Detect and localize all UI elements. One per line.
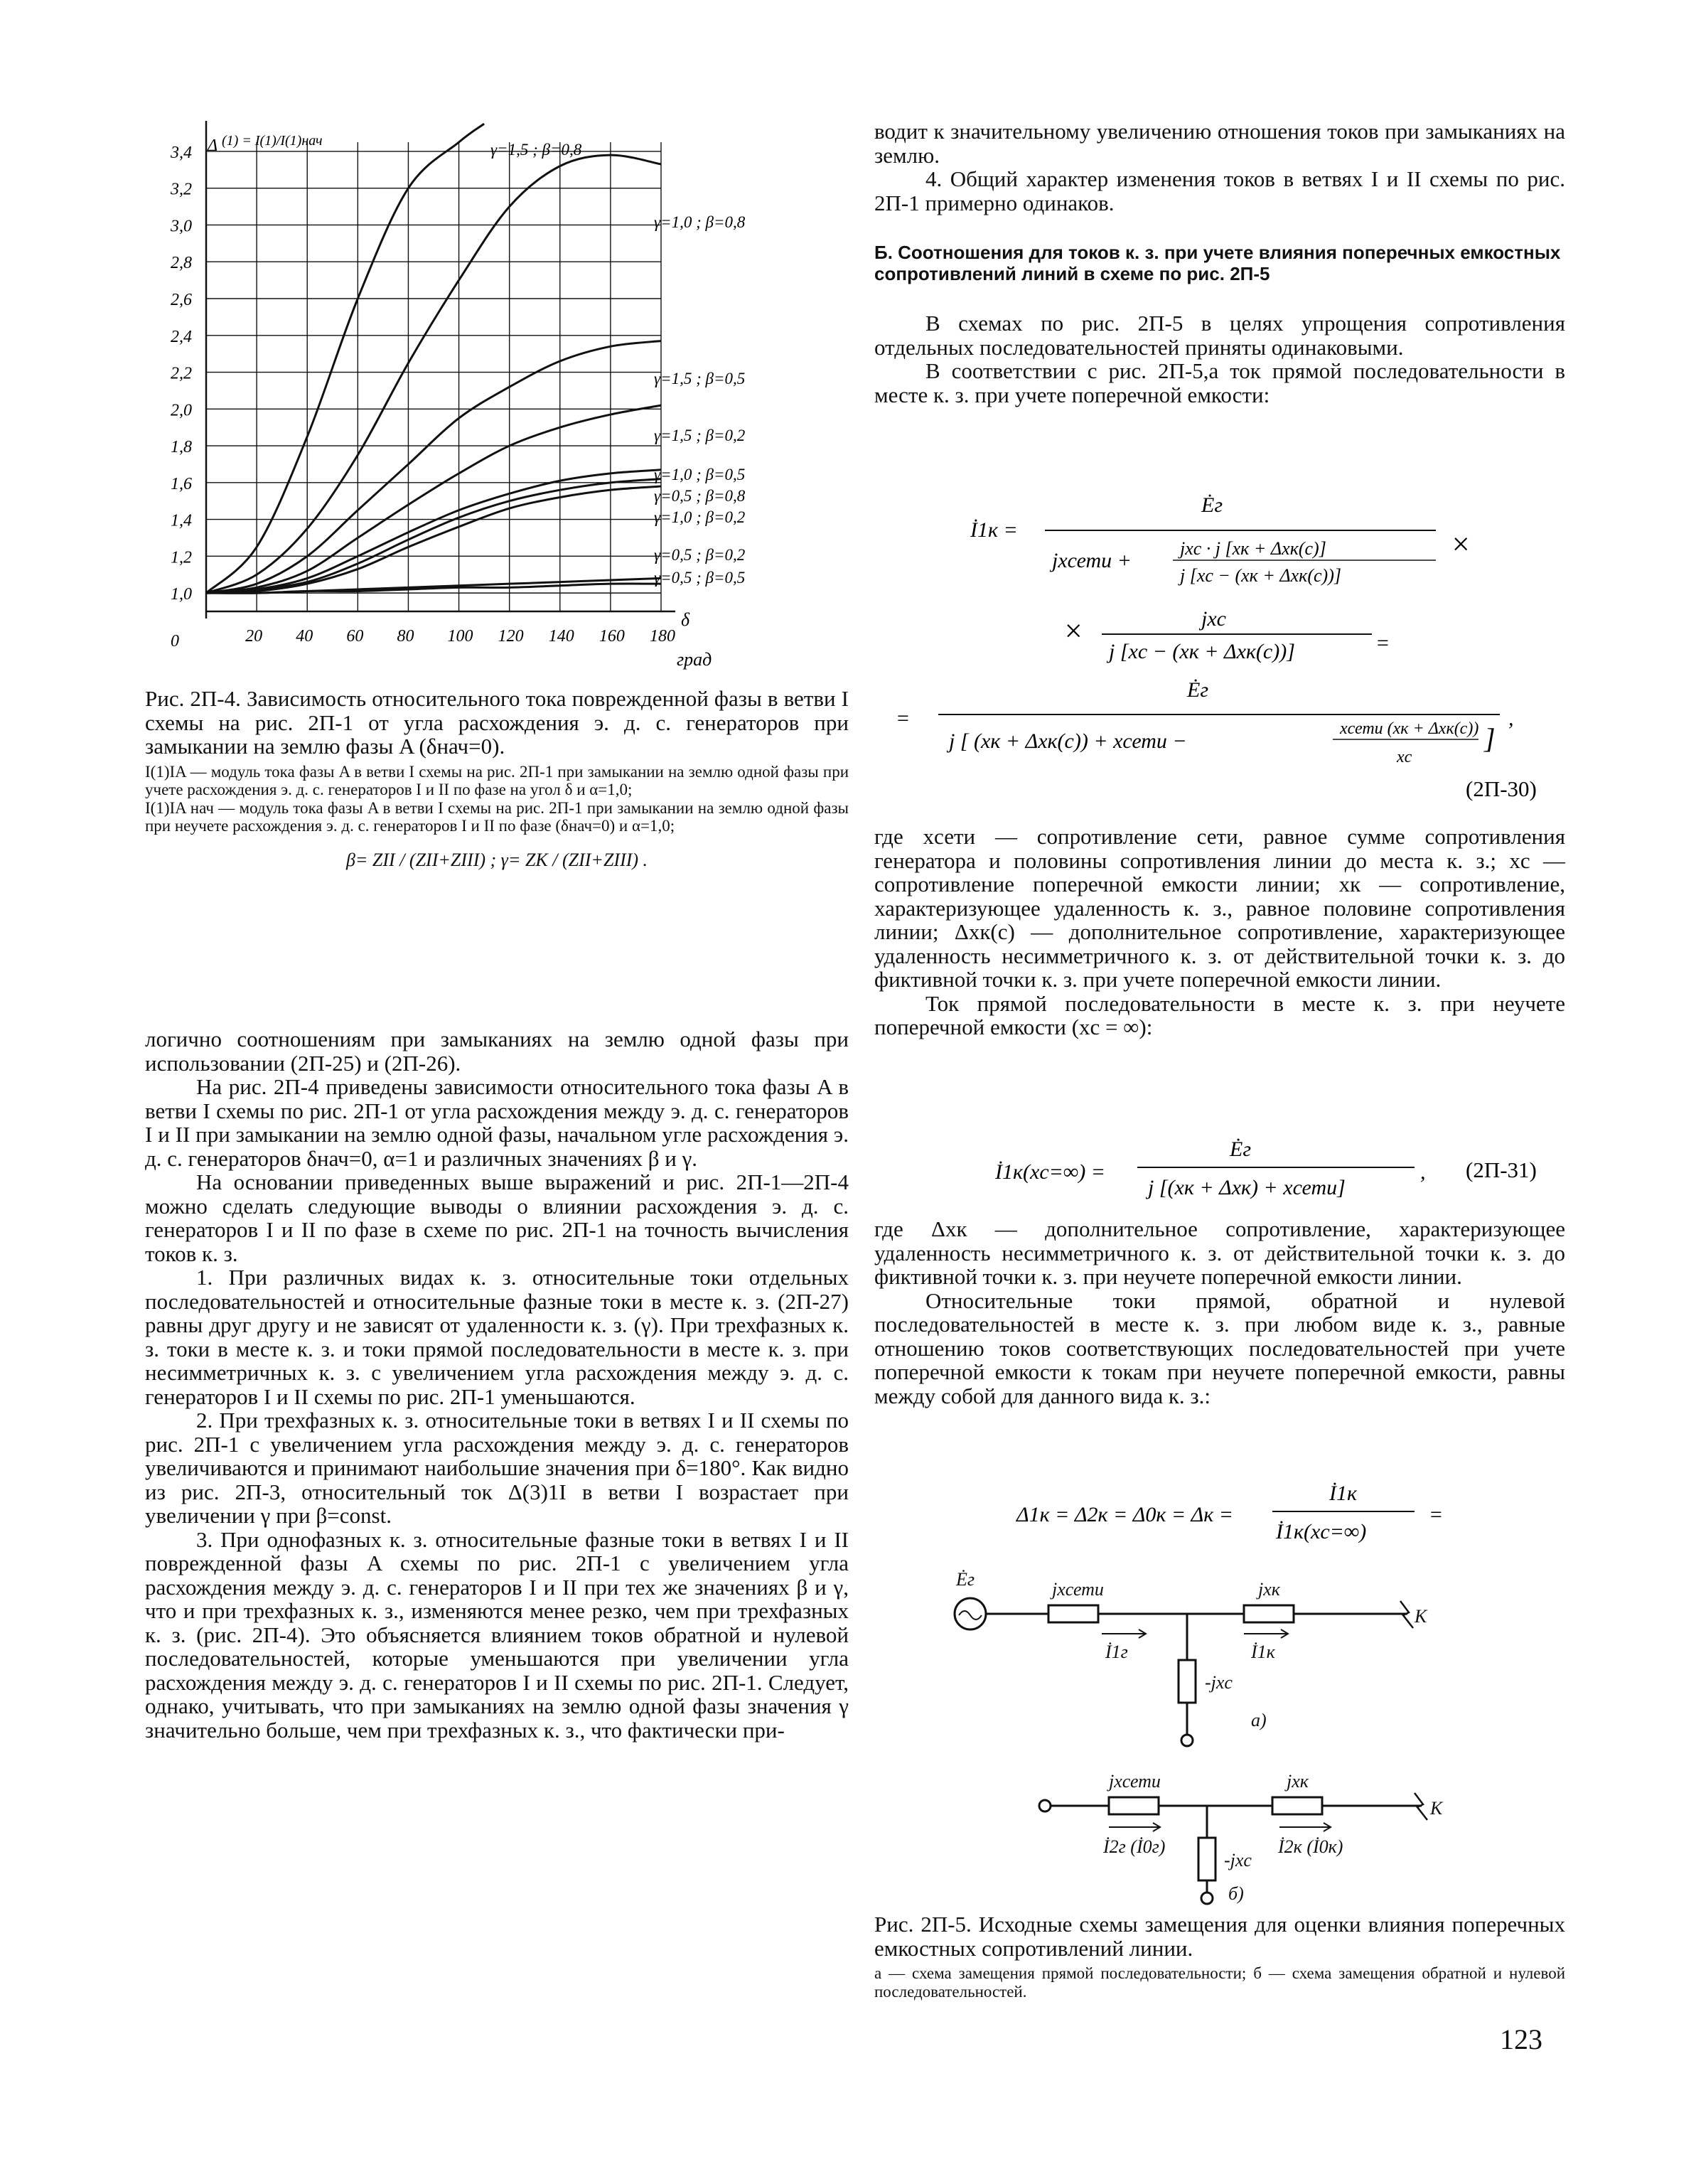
equation-delta	[874, 1472, 1571, 1557]
eq30-res-den-a: j [ (xк + Δxк(с)) + xсети −	[949, 729, 1187, 753]
series-legend-label: γ=0,5 ; β=0,8	[654, 487, 746, 505]
eq30-mult-num: jxс	[1201, 607, 1226, 631]
label-i2k: İ2к (İ0к)	[1278, 1836, 1343, 1857]
left-para-2: На основании приведенных выше выражений и рис. 2П-1—2П-4 можно сделать следующие выводы о влиянии расхождения э. д. с. генераторов I и II по фазе в схеме по рис. 2П-1 на точность вычисления токов к. з.	[145, 1169, 849, 1266]
page-number: 123	[1500, 2023, 1542, 2055]
y-tick-label: 2,0	[171, 401, 192, 420]
series-legend-label: γ=1,5 ; β=0,5	[654, 370, 746, 387]
label-b: б)	[1228, 1883, 1244, 1904]
y-tick-label: 1,0	[171, 585, 192, 604]
y-tick-label: 1,8	[171, 438, 192, 457]
eq30-lhs: İ1к =	[970, 518, 1018, 542]
resistor-jx-k-b	[1272, 1797, 1322, 1814]
left-para-1: На рис. 2П-4 приведены зависимости относительного тока фазы A в ветви I схемы по рис. 2П-1 от угла расхождения между э. д. с. генераторов I и II при замыкании на землю одной фазы, начальном угле расхождения э. д. с. генераторов δнач=0, α=1 и различных значениях β и γ.	[145, 1074, 849, 1171]
label-a: а)	[1251, 1710, 1267, 1730]
eq-delta-lhs: Δ1к = Δ2к = Δ0к = Δк =	[1016, 1503, 1234, 1526]
series-line	[206, 341, 661, 594]
section-heading: Б. Соотношения для токов к. з. при учете влияния поперечных емкостных сопротивлений линий в схеме по рис. 2П-5	[874, 242, 1561, 284]
x-tick-label: 120	[498, 627, 524, 646]
eq31-comma: ,	[1420, 1160, 1426, 1184]
fig5-caption-block	[874, 1912, 1565, 2001]
relative-current-chart	[171, 114, 761, 675]
label-i2g: İ2г (İ0г)	[1103, 1836, 1166, 1857]
circuit-diagrams	[874, 1564, 1571, 1905]
x-tick-label: 40	[296, 627, 313, 646]
eq30-res-frac-den: xс	[1397, 748, 1412, 766]
fig4-note2: I(1)IA нач — модуль тока фазы A в ветви I схемы на рис. 2П-1 при замыкании на землю одной фазы при неучете расхождения э. д. с. генераторов I и II по фазе (δнач=0) и α=1,0;	[145, 798, 849, 835]
left-para-3: 1. При различных видах к. з. относительные токи отдельных последовательностей и относительные фазные токи в месте к. з. (2П-27) равны друг другу и не зависят от удаленности к. з. (γ). При трехфазных к. з. токи в месте к. з. и токи прямой последовательности в месте к. з. при несимметричных к. з. с увеличением угла расхождения между э. д. с. генераторов I и II схемы по рис. 2П-1 уменьшаются.	[145, 1265, 849, 1409]
label-jxc-b: -jxс	[1224, 1850, 1252, 1870]
label-k-a: К	[1415, 1606, 1427, 1627]
left-para-5: 3. При однофазных к. з. относительные фазные токи в ветвях I и II поврежденной фазы A схемы по рис. 2П-1 с увеличением угла расхождения между э. д. с. генераторов I и II при тех же значениях β и γ, что и при трехфазных к. з., изменяются менее резко, чем при трехфазных к. з. (рис. 2П-4). Это объясняется влиянием токов обратной и нулевой последовательностей, которые уменьшаются при увеличении угла расхождения между э. д. с. генераторов I и II схемы по рис. 2П-1. Следует, однако, учитывать, что при замыканиях на землю одной фазы значения γ значительно больше, чем при трехфазных к. з., что фактически при-	[145, 1526, 849, 1743]
fig5-caption: Рис. 2П-5. Исходные схемы замещения для оценки влияния поперечных емкостных сопротивлений линии.	[874, 1912, 1565, 1961]
y-tick-label: 2,6	[171, 291, 192, 309]
eq30-times2: ×	[1063, 614, 1084, 648]
resistor-jxc-a	[1179, 1660, 1196, 1703]
x-axis-unit: град	[677, 649, 712, 670]
label-jx-seti-b: jxсети	[1109, 1771, 1161, 1792]
x-tick-label: 180	[650, 627, 675, 646]
right-para-c1: Относительные токи прямой, обратной и нулевой последовательностей в месте к. з. при любом виде к. з., равные отношению токов соответствующих последовательностей при учете поперечной емкости к токам при неучете поперечной емкости, равны между собой для данного вида к. з.:	[874, 1288, 1565, 1408]
eq31-den: j [(xк + Δxк) + xсети]	[1148, 1176, 1346, 1199]
eq30-res-frac-num: xсети (xк + Δxк(с))	[1340, 719, 1479, 738]
fig4-note1: I(1)IA — модуль тока фазы A в ветви I схемы на рис. 2П-1 при замыкании на землю одной фазы при учете расхождения э. д. с. генераторов I и II по фазе на угол δ и α=1,0;	[145, 762, 849, 798]
eq-delta-den: İ1к(xс=∞)	[1276, 1520, 1367, 1543]
fig4-formula: β= ZII / (ZII+ZIII) ; γ= ZK / (ZII+ZIII) .	[345, 849, 648, 870]
x-tick-label: 160	[599, 627, 625, 646]
eq-delta-tail: =	[1429, 1503, 1444, 1526]
label-eg: Ėг	[956, 1569, 975, 1590]
resistor-jxc-b	[1198, 1838, 1215, 1880]
x-tick-label: 80	[397, 627, 414, 646]
equation-2p31	[874, 1130, 1571, 1209]
y-tick-label: 1,6	[171, 474, 192, 493]
right-para-b0: где xсети — сопротивление сети, равное сумме сопротивления генератора и половины сопротивления линии до места к. з.; xс — сопротивление поперечной емкости линии; xк — сопротивление, характеризующее удаленность к. з., равное половине сопротивления линии; Δxк(с) — дополнительное сопротивление, характеризующее удаленность несимметричного к. з. от действительной точки к. з. до фиктивной точки к. з. при учете поперечной емкости линии.	[874, 824, 1565, 992]
x-tick-label: 20	[245, 627, 263, 646]
x-tick-label: 100	[447, 627, 473, 646]
right-para-4: 4. Общий характер изменения токов в ветвях I и II схемы по рис. 2П-1 примерно одинаков.	[874, 166, 1565, 215]
right-column-mid	[874, 825, 1565, 1039]
eq30-res-end: ]	[1484, 722, 1496, 754]
series-line	[206, 405, 661, 593]
eq31-label: (2П-31)	[1466, 1157, 1537, 1182]
eq30-mult-den: j [xс − (xк + Δxк(с))]	[1109, 640, 1295, 663]
right-para-cont: водит к значительному увеличению отношения токов при замыканиях на землю.	[874, 119, 1565, 168]
resistor-jx-k-a	[1244, 1605, 1294, 1622]
eq30-label: (2П-30)	[1466, 776, 1537, 801]
eq30-num: Ėг	[1201, 493, 1223, 517]
y-tick-label: 3,0	[171, 217, 192, 236]
right-para-a0: В схемах по рис. 2П-5 в целях упрощения сопротивления отдельных последовательностей приняты одинаковыми.	[874, 311, 1565, 360]
eq30-den-a: jxсети +	[1052, 549, 1132, 572]
equation-2p30	[874, 483, 1571, 810]
y-tick-label: 0	[171, 632, 179, 651]
y-tick-label: 3,4	[171, 143, 192, 162]
eq30-eq1: =	[1375, 631, 1390, 655]
x-axis-symbol: δ	[681, 609, 690, 630]
eq31-num: Ėг	[1230, 1138, 1252, 1161]
label-jx-k-a: jxк	[1258, 1579, 1280, 1600]
eq30-times: ×	[1450, 527, 1471, 562]
series-legend-label: γ=1,0 ; β=0,2	[654, 508, 746, 526]
label-i1k: İ1к	[1251, 1642, 1275, 1662]
y-tick-label: 2,2	[171, 364, 192, 383]
y-tick-label: 3,2	[171, 180, 192, 199]
resistor-jx-seti-a	[1048, 1605, 1098, 1622]
eq-delta-num: İ1к	[1329, 1482, 1358, 1505]
left-para-4: 2. При трехфазных к. з. относительные токи в ветвях I и II схемы по рис. 2П-1 с увеличением угла расхождения между э. д. с. генераторов увеличиваются и принимают наибольшие значения при δ=180°. Как видно из рис. 2П-3, относительный ток Δ(3)1I в ветви I возрастает при увеличении γ при β=const.	[145, 1408, 849, 1528]
right-para-b1: Ток прямой последовательности в месте к. з. при неучете поперечной емкости (xс = ∞):	[874, 990, 1565, 1039]
fig4-caption: Рис. 2П-4. Зависимость относительного тока поврежденной фазы в ветви I схемы на рис. 2П-1 от угла расхождения э. д. с. генераторов при замыкании на землю фазы A (δнач=0).	[145, 686, 849, 759]
y-tick-label: 2,8	[171, 254, 192, 273]
series-legend-label: γ=1,0 ; β=0,8	[654, 213, 746, 231]
right-column-top	[874, 119, 1565, 407]
series-legend-label: γ=0,5 ; β=0,2	[654, 546, 746, 564]
right-column-low	[874, 1217, 1565, 1408]
label-k-b: К	[1430, 1798, 1443, 1819]
series-legend-label: γ=0,5 ; β=0,5	[654, 569, 746, 587]
series-legend-label: γ=1,5 ; β=0,8	[490, 141, 582, 159]
right-para-c0: где Δxк — дополнительное сопротивление, характеризующее удаленность несимметричного к. з. от действительной точки к. з. до фиктивной точки к. з. при неучете поперечной емкости линии.	[874, 1216, 1565, 1289]
label-i1g: İ1г	[1105, 1642, 1128, 1662]
x-tick-label: 60	[346, 627, 364, 646]
eq30-subnum: jxс · j [xк + Δxк(с)]	[1180, 538, 1326, 559]
left-para-0: логично соотношениям при замыканиях на землю одной фазы при использовании (2П-25) и (2П-26).	[145, 1027, 849, 1076]
y-tick-label: 1,4	[171, 511, 192, 530]
left-column-text	[145, 1027, 849, 1742]
y-axis-label: Δ	[208, 136, 218, 155]
x-tick-label: 140	[548, 627, 574, 646]
label-jx-k-b: jxк	[1287, 1771, 1309, 1792]
y-axis-label-formula: (1) = I(1)/I(1)нач	[222, 133, 323, 149]
fig5-note: а — схема замещения прямой последовательности; б — схема замещения обратной и нулевой последовательностей.	[874, 1964, 1565, 2001]
series-legend-label: γ=1,0 ; β=0,5	[654, 466, 746, 483]
label-jxc-a: -jxс	[1205, 1672, 1233, 1693]
eq31-lhs: İ1к(xс=∞) =	[995, 1160, 1106, 1184]
resistor-jx-seti-b	[1109, 1797, 1159, 1814]
eq30-comma: ,	[1508, 707, 1514, 730]
label-jx-seti-a: jxсети	[1052, 1579, 1104, 1600]
right-para-a1: В соответствии с рис. 2П-5,а ток прямой последовательности в месте к. з. при учете поперечной емкости:	[874, 358, 1565, 407]
eq30-res-num: Ėг	[1187, 678, 1209, 702]
y-tick-label: 2,4	[171, 327, 192, 346]
y-tick-label: 1,2	[171, 548, 192, 567]
eq30-eq2: =	[896, 707, 911, 730]
eq30-subden: j [xс − (xк + Δxк(с))]	[1180, 565, 1341, 586]
series-legend-label: γ=1,5 ; β=0,2	[654, 427, 746, 444]
fig4-caption-block	[145, 687, 849, 872]
